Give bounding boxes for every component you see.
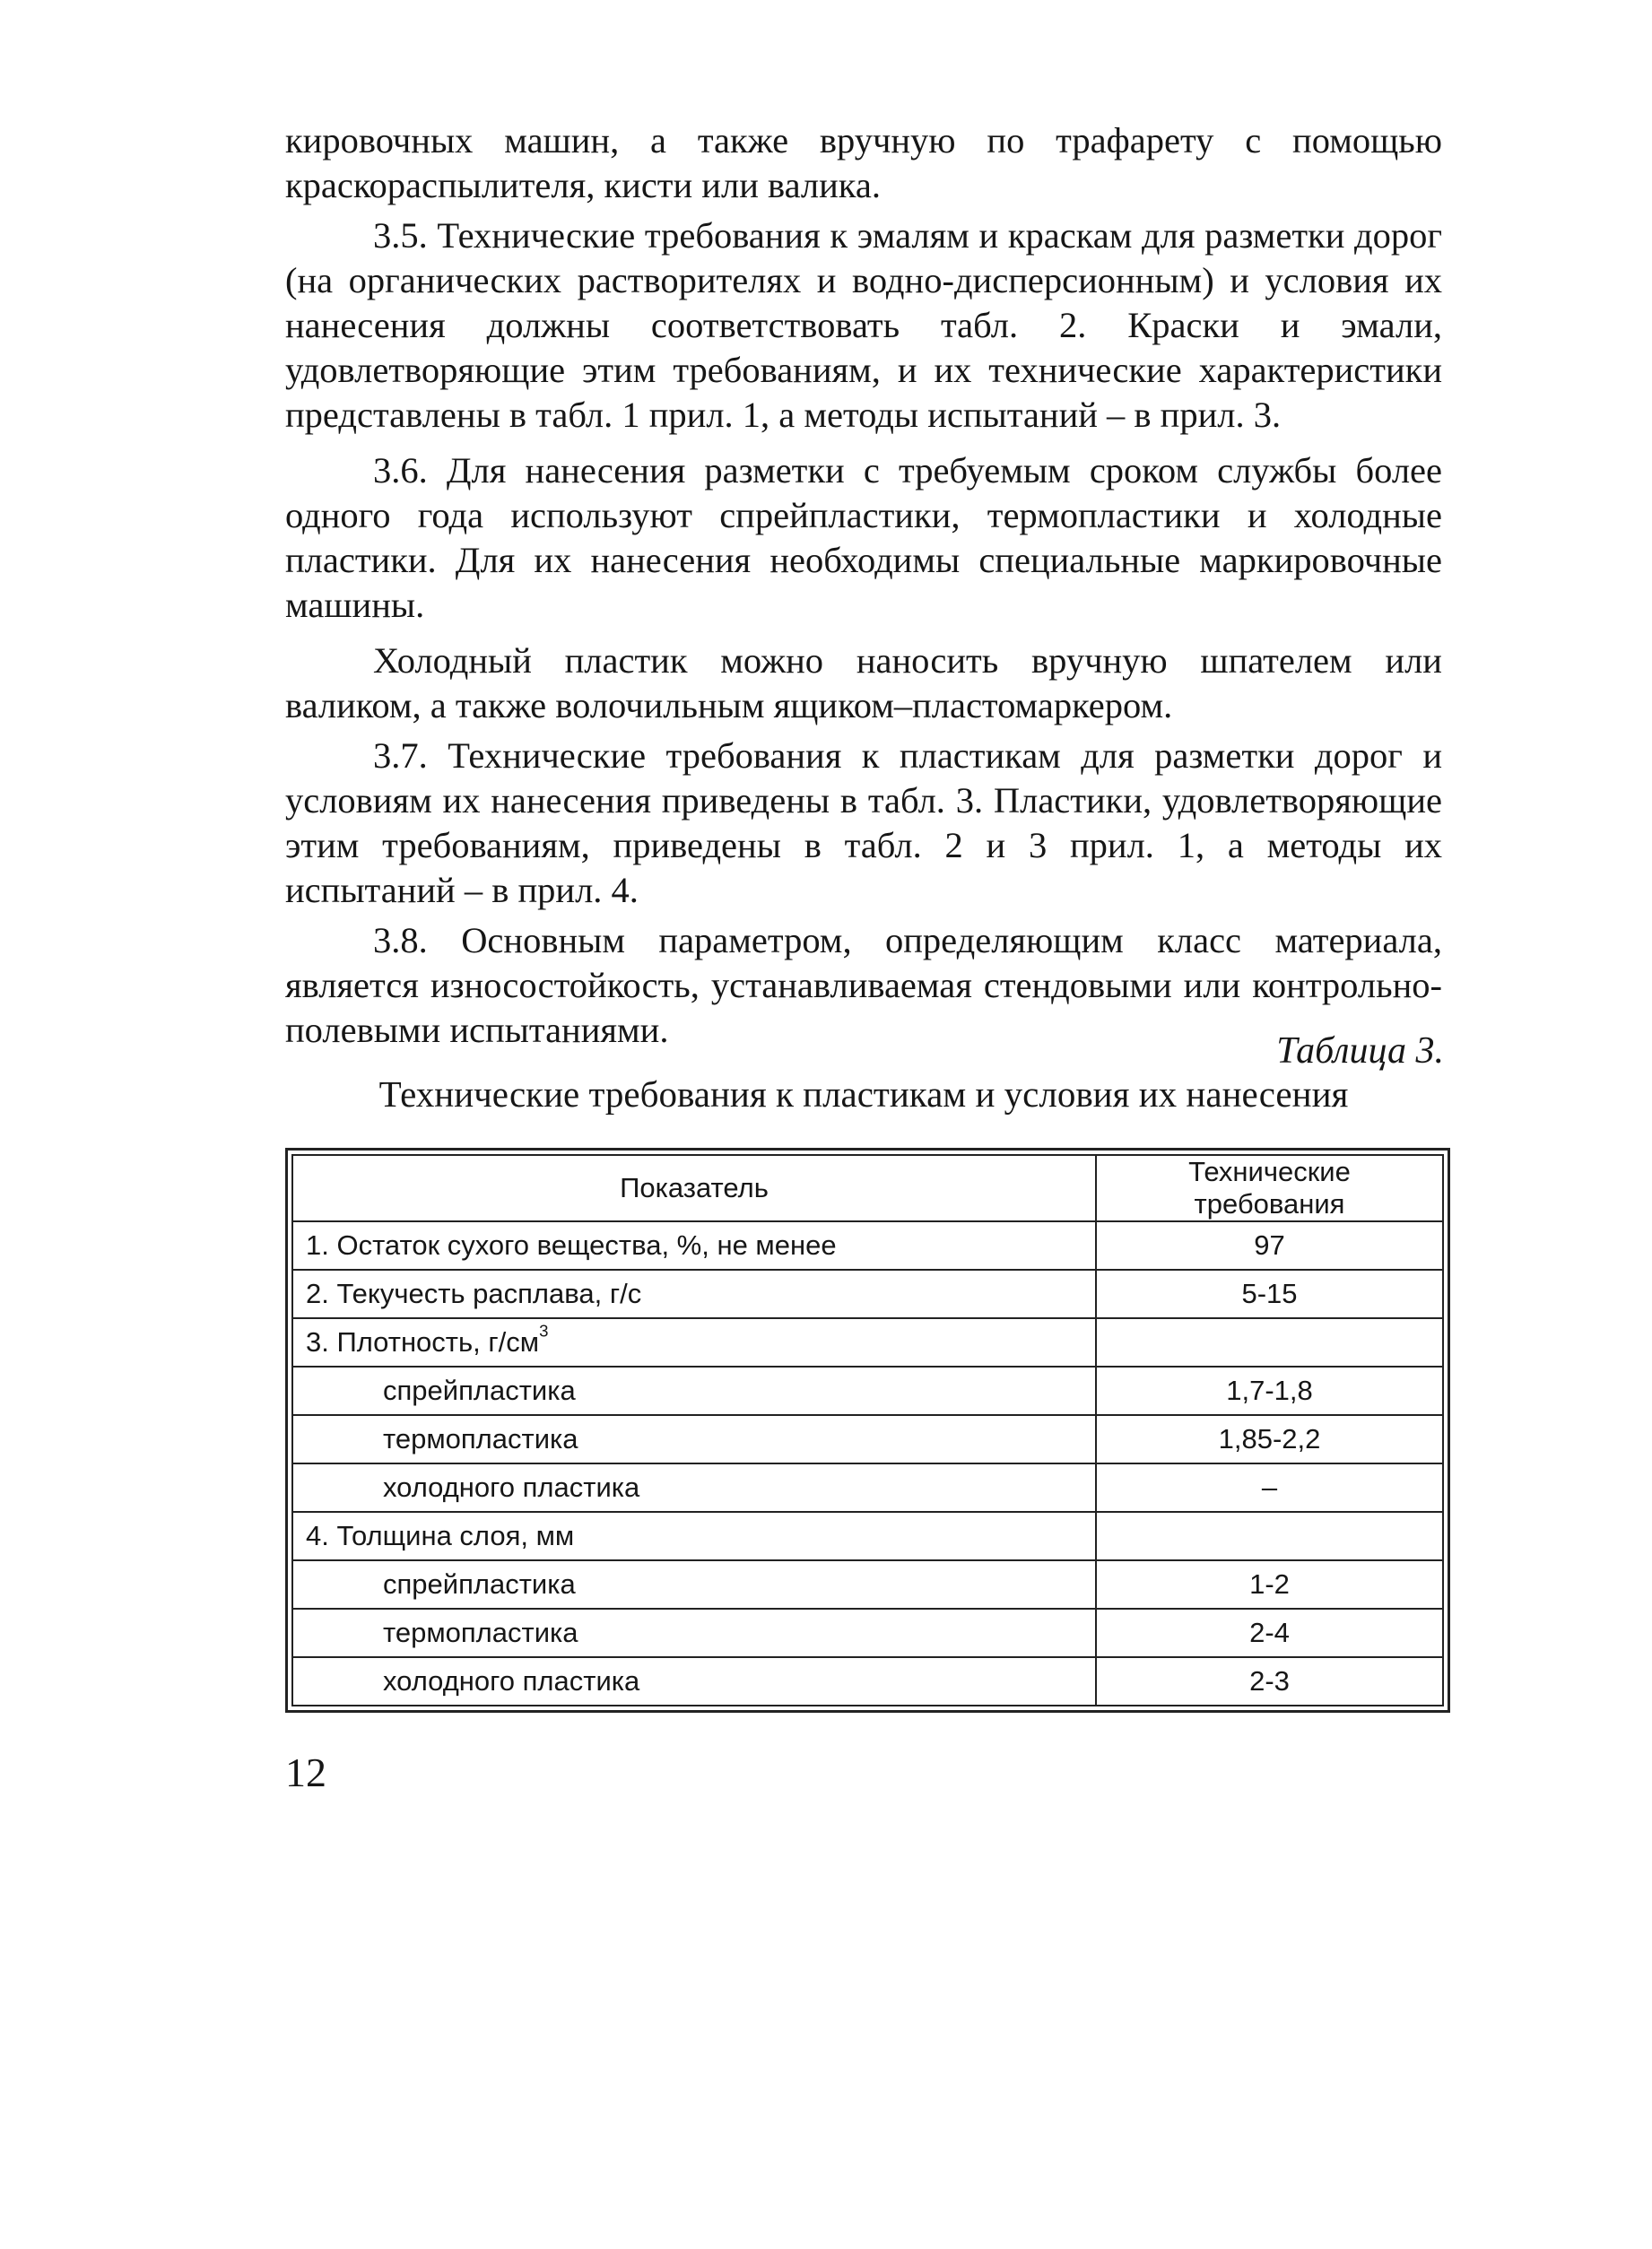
row-value — [1096, 1512, 1443, 1560]
row-value: 1-2 — [1096, 1560, 1443, 1609]
row-parameter: холодного пластика — [292, 1463, 1096, 1512]
row-value: 1,85-2,2 — [1096, 1415, 1443, 1463]
superscript: 3 — [539, 1321, 549, 1341]
row-parameter: 2. Текучесть расплава, г/с — [292, 1270, 1096, 1318]
row-value: – — [1096, 1463, 1443, 1512]
table-header-row — [292, 1155, 1443, 1221]
table-row — [292, 1367, 1443, 1415]
row-parameter-cell — [292, 1318, 1096, 1367]
table-row — [292, 1270, 1443, 1318]
paragraph-3-5: 3.5. Технические требования к эмалям и краскам для разметки дорог (на органических растворителях и водно-дисперсионным) и условия их нанесения должны соответствовать табл. 2. Краски и эмали, удовлетворяющие этим требованиям, и их технические характеристики представлены в табл. 1 прил. 1, а методы испытаний – в прил. 3. — [285, 215, 1442, 435]
table-row — [292, 1318, 1443, 1367]
requirements-table — [291, 1154, 1444, 1706]
header-parameter: Показатель — [292, 1155, 1096, 1221]
row-parameter: 4. Толщина слоя, мм — [292, 1512, 1096, 1560]
table-label: Таблица 3. — [1276, 1030, 1444, 1072]
paragraph-continuation: кировочных машин, а также вручную по трафарету с помощью краскораспылителя, кисти или валика. — [285, 120, 1442, 205]
row-value — [1096, 1318, 1443, 1367]
page-number: 12 — [285, 1750, 326, 1795]
requirements-table-frame — [285, 1148, 1450, 1713]
table-row — [292, 1512, 1443, 1560]
row-value: 2-3 — [1096, 1657, 1443, 1706]
row-parameter: термопластика — [292, 1415, 1096, 1463]
row-value: 5-15 — [1096, 1270, 1443, 1318]
body-text — [285, 118, 1442, 1053]
paragraph-3-7: 3.7. Технические требования к пластикам для разметки дорог и условиям их нанесения приведены в табл. 3. Пластики, удовлетворяющие этим требованиям, приведены в табл. 2 и 3 прил. 1, а методы их испытаний – в прил. 4. — [285, 735, 1442, 910]
table-row — [292, 1463, 1443, 1512]
row-parameter: холодного пластика — [292, 1657, 1096, 1706]
header-requirements: Технические требования — [1096, 1155, 1443, 1221]
row-value: 1,7-1,8 — [1096, 1367, 1443, 1415]
table-row — [292, 1415, 1443, 1463]
table-title: Технические требования к пластикам и условия их нанесения — [378, 1073, 1349, 1115]
table-row — [292, 1609, 1443, 1657]
row-parameter: 3. Плотность, г/см — [306, 1326, 540, 1358]
table-row — [292, 1221, 1443, 1270]
row-parameter: спрейпластика — [292, 1560, 1096, 1609]
paragraph-cold-plastic: Холодный пластик можно наносить вручную шпателем или валиком, а также волочильным ящиком–пластомаркером. — [285, 640, 1442, 725]
row-parameter: термопластика — [292, 1609, 1096, 1657]
paragraph-3-8: 3.8. Основным параметром, определяющим класс материала, является износостойкость, устанавливаемая стендовыми или контрольно-полевыми испытаниями. — [285, 920, 1442, 1050]
row-parameter: 1. Остаток сухого вещества, %, не менее — [292, 1221, 1096, 1270]
row-value: 2-4 — [1096, 1609, 1443, 1657]
row-parameter: спрейпластика — [292, 1367, 1096, 1415]
row-value: 97 — [1096, 1221, 1443, 1270]
table-row — [292, 1657, 1443, 1706]
table-row — [292, 1560, 1443, 1609]
paragraph-3-6: 3.6. Для нанесения разметки с требуемым сроком службы более одного года используют спрейпластики, термопластики и холодные пластики. Для их нанесения необходимы специальные маркировочные машины. — [285, 450, 1442, 625]
